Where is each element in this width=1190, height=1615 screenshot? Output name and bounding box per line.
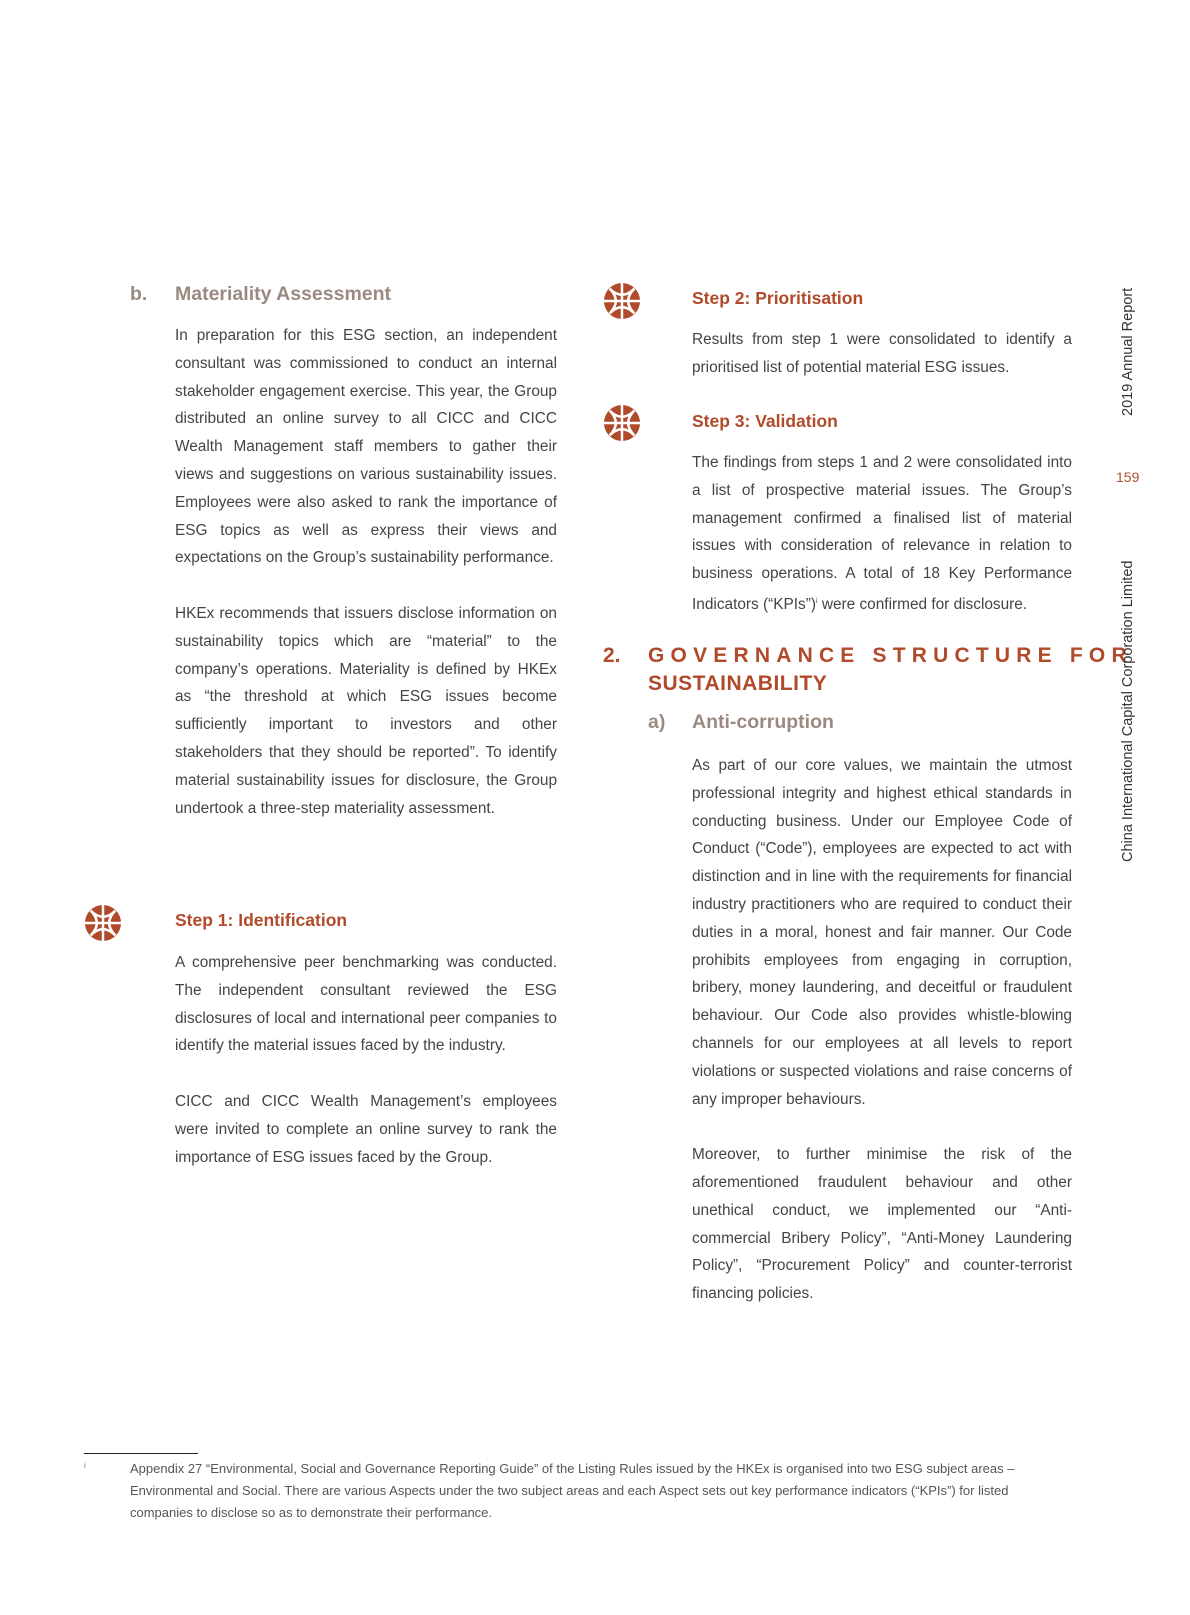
company-name: China International Capital Corporation Limited: [1120, 560, 1136, 862]
materiality-body: [175, 322, 557, 850]
section-2-title: [648, 642, 1133, 698]
step3-body: [692, 449, 1072, 619]
section-2-title-line1: GOVERNANCE STRUCTURE FOR: [648, 644, 1133, 667]
step2-title: Step 2: Prioritisation: [692, 288, 864, 308]
step3-text-end: were confirmed for disclosure.: [817, 596, 1028, 614]
basketball-globe-icon: [84, 904, 122, 942]
step3-text: The findings from steps 1 and 2 were consolidated into a list of prospective material issues. The Group’s management confirmed a finalised list of material issues with consideration of relevance in relation to business operations. A total of 18 Key Performance Indicators (“KPIs”): [692, 454, 1072, 614]
footnote-divider: [84, 1453, 198, 1454]
paragraph: As part of our core values, we maintain the utmost professional integrity and highest ethical standards in conducting business. Under our Employee Code of Conduct (“Code”), employees are expected to act with distinction and in line with the requirements for financial industry practitioners who are required to conduct their duties in a moral, honest and fair manner. Our Code prohibits employees from engaging in corruption, bribery, money laundering, and deceitful or fraudulent behaviour. Our Code also provides whistle-blowing channels for our employees at all levels to report violations or suspected violations and raise concerns of any improper behaviours.: [692, 757, 1072, 1108]
paragraph: In preparation for this ESG section, an independent consultant was commissioned to conduct an internal stakeholder engagement exercise. This year, the Group distributed an online survey to all CICC and CICC Wealth Management staff members to gather their views and suggestions on various sustainability issues. Employees were also asked to rank the importance of ESG topics as well as express their views and expectations on the Group’s sustainability performance.: [175, 327, 557, 567]
report-title: 2019 Annual Report: [1120, 287, 1136, 416]
anti-corruption-body: [692, 752, 1072, 1336]
page-number: 159: [1116, 469, 1140, 485]
section-b-marker: b.: [130, 283, 148, 305]
step1-title: Step 1: Identification: [175, 910, 348, 930]
step2-body: Results from step 1 were consolidated to identify a prioritised list of potential material ESG issues.: [692, 331, 1072, 376]
basketball-globe-icon: [603, 404, 641, 442]
paragraph: HKEx recommends that issuers disclose information on sustainability topics which are “material” to the company’s operations. Materiality is defined by HKEx as “the threshold at which ESG issues become sufficiently important to investors and other stakeholders that they should be reported”. To identify material sustainability issues for disclosure, the Group undertook a three-step materiality assessment.: [175, 604, 557, 817]
paragraph: Moreover, to further minimise the risk of the aforementioned fraudulent behaviour and other unethical conduct, we implemented our “Anti-commercial Bribery Policy”, “Anti-Money Laundering Policy”, “Procurement Policy” and counter-terrorist financing policies.: [692, 1146, 1072, 1303]
subsection-a-title: Anti-corruption: [692, 711, 834, 733]
footnote-reference: i: [816, 597, 818, 605]
paragraph: CICC and CICC Wealth Management’s employees were invited to complete an online survey to rank the importance of ESG issues faced by the Group.: [175, 1092, 557, 1166]
paragraph: A comprehensive peer benchmarking was conducted. The independent consultant reviewed the ESG disclosures of local and international peer companies to identify the material issues faced by the industry.: [175, 954, 557, 1055]
step3-title: Step 3: Validation: [692, 411, 838, 431]
footnote-marker: i: [84, 1461, 86, 1470]
section-2-title-line2: SUSTAINABILITY: [648, 672, 828, 695]
section-2-number: 2.: [603, 644, 621, 667]
step1-body: [175, 949, 557, 1199]
basketball-globe-icon: [603, 282, 641, 320]
subsection-a-marker: a): [648, 711, 666, 733]
footnote-text: Appendix 27 “Environmental, Social and Governance Reporting Guide” of the Listing Rules issued by the HKEx is organised into two ESG subject areas – Environmental and Social. There are various Aspects under the two subject areas and each Aspect sets out key performance indicators (“KPIs”) for listed companies to disclose so as to demonstrate their performance.: [130, 1461, 1015, 1520]
section-b-title: Materiality Assessment: [175, 283, 392, 305]
